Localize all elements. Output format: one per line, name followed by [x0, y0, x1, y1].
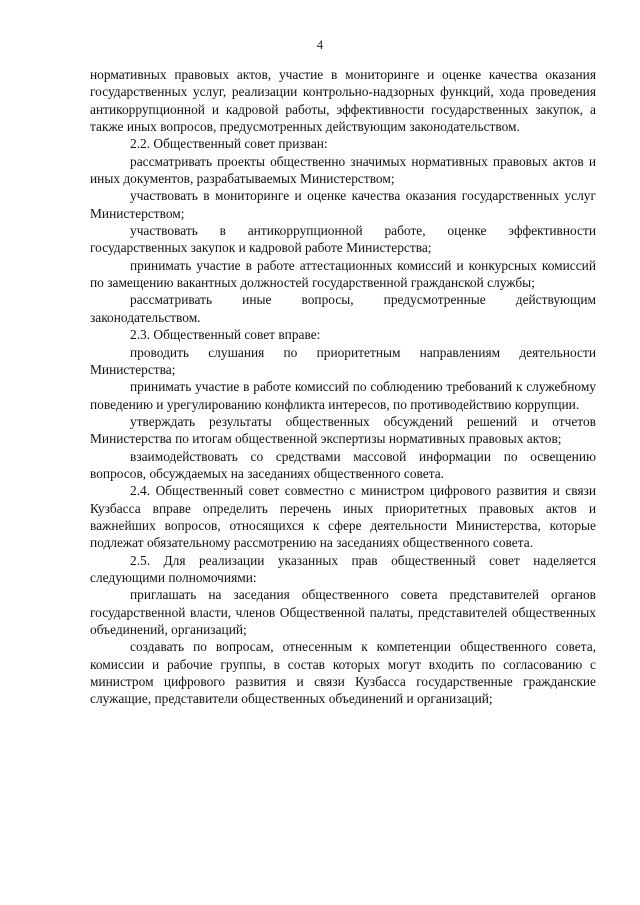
paragraph: рассматривать иные вопросы, предусмотренные действующим законодательством. [90, 292, 596, 325]
paragraph: рассматривать проекты общественно значимых нормативных правовых актов и иных документов, разрабатываемых Министерством; [90, 153, 596, 187]
section-heading-2-5: 2.5. Для реализации указанных прав общественный совет наделяется следующими полномочиями: [90, 552, 596, 585]
paragraph: утверждать результаты общественных обсуждений решений и отчетов Министерства по итогам общественной экспертизы нормативных правовых актов; [90, 413, 596, 447]
paragraph: участвовать в антикоррупционной работе, оценке эффективности государственных закупок и кадровой работе Министерства; [90, 223, 596, 256]
paragraph: принимать участие в работе комиссий по соблюдению требований к служебному поведению и урегулированию конфликта интересов, по противодействию коррупции. [90, 379, 596, 412]
paragraph: взаимодействовать со средствами массовой информации по освещению вопросов, обсуждаемых на заседаниях общественного совета. [90, 448, 596, 481]
paragraph: принимать участие в работе аттестационных комиссий и конкурсных комиссий по замещению вакантных должностей государственной гражданской службы; [90, 257, 596, 291]
paragraph: участвовать в мониторинге и оценке качества оказания государственных услуг Министерством; [90, 188, 596, 221]
section-heading-2-3: 2.3. Общественный совет вправе: [130, 327, 321, 343]
paragraph: создавать по вопросам, отнесенным к компетенции общественного совета, комиссии и рабочие группы, в состав которых могут входить по согласованию с министром цифрового развития и связи Кузбасса государственные гражданские служащие, представители общественных объединений и организаций; [90, 639, 596, 707]
page-number: 4 [316, 38, 324, 52]
section-heading-2-2: 2.2. Общественный совет призван: [130, 136, 328, 152]
paragraph: приглашать на заседания общественного совета представителей органов государственной власти, членов Общественной палаты, представителей общественных объединений, организаций; [90, 587, 596, 637]
paragraph: нормативных правовых актов, участие в мониторинге и оценке качества оказания государственных услуг, реализации контрольно-надзорных функций, хода проведения антикоррупционной и кадровой работы, эффективности государственных закупок, а также иных вопросов, предусмотренных действующим законодательством. [90, 67, 596, 135]
section-2-4: 2.4. Общественный совет совместно с министром цифрового развития и связи Кузбасса вправе определить перечень иных приоритетных правовых актов и важнейших вопросов, относящихся к сфере деятельности Министерства, которые подлежат обязательному рассмотрению на заседаниях общественного совета. [90, 483, 596, 551]
document-body [90, 66, 596, 708]
paragraph: проводить слушания по приоритетным направлениям деятельности Министерства; [90, 344, 596, 377]
